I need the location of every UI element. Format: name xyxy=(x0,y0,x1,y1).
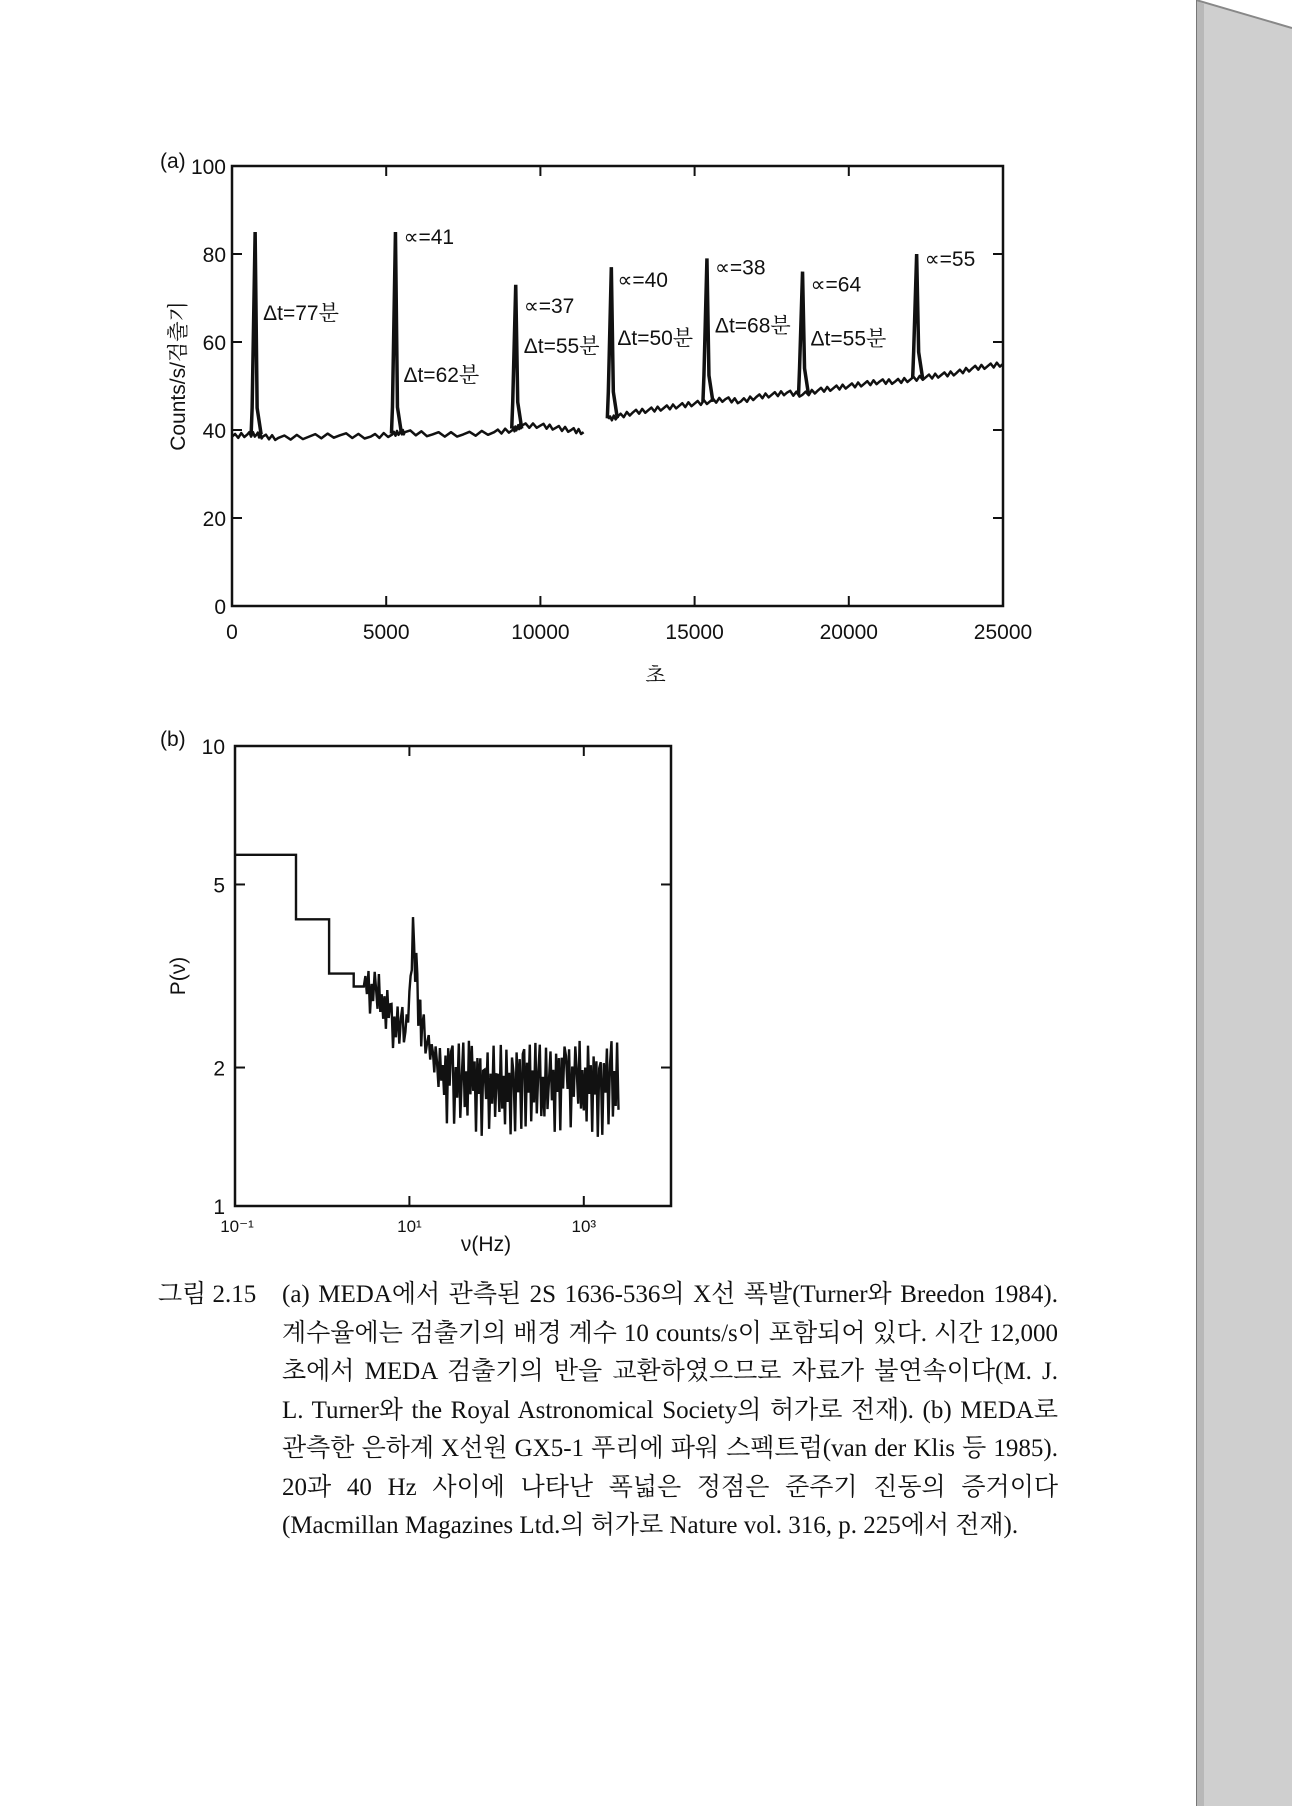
burst-dt-label: Δt=62분 xyxy=(403,364,480,387)
burst-peak xyxy=(913,254,923,379)
x-axis-label: ν(Hz) xyxy=(460,1233,512,1256)
caption-label: 그림 2.15 xyxy=(158,1281,257,1308)
y-axis-label: P(ν) xyxy=(167,956,190,996)
burst-dt-label: Δt=55분 xyxy=(523,334,600,358)
x-axis-label: 초 xyxy=(645,664,666,687)
y-tick-label: 10 xyxy=(201,736,225,759)
burst-alpha-label: ∝=41 xyxy=(403,226,455,249)
burst-alpha-label: ∝=40 xyxy=(617,269,668,293)
burst-dt-label: Δt=77분 xyxy=(263,302,339,325)
burst-dt-label: Δt=55분 xyxy=(810,327,887,351)
y-tick-label: 5 xyxy=(213,874,225,898)
x-tick-label: 10³ xyxy=(571,1217,597,1236)
y-tick-label: 1 xyxy=(213,1196,225,1219)
burst-alpha-label: ∝=37 xyxy=(523,294,575,318)
y-tick-label: 0 xyxy=(214,596,226,619)
x-tick-label: 0 xyxy=(226,621,238,644)
y-tick-label: 60 xyxy=(202,332,226,355)
burst-alpha-label: ∝=38 xyxy=(714,256,766,280)
y-tick-label: 80 xyxy=(202,244,226,267)
burst-alpha-label: ∝=64 xyxy=(810,273,862,297)
figure-caption xyxy=(158,1276,1058,1546)
panel-a-label: (a) xyxy=(160,150,186,173)
x-tick-label: 20000 xyxy=(819,621,879,644)
panel-b-label: (b) xyxy=(160,728,186,751)
y-tick-label: 40 xyxy=(202,420,226,443)
burst-peak xyxy=(799,272,809,395)
y-tick-label: 100 xyxy=(190,156,226,179)
x-tick-label: 10¹ xyxy=(397,1217,422,1236)
x-tick-label: 15000 xyxy=(665,621,724,644)
x-tick-label: 5000 xyxy=(362,621,410,644)
burst-dt-label: Δt=68분 xyxy=(714,314,791,338)
burst-dt-label: Δt=50분 xyxy=(617,327,694,351)
y-tick-label: 2 xyxy=(213,1057,225,1081)
burst-alpha-label: ∝=55 xyxy=(924,248,976,271)
x-tick-label: 25000 xyxy=(973,621,1033,644)
x-tick-label: 10⁻¹ xyxy=(220,1217,254,1236)
y-axis-label: Counts/s/검출기 xyxy=(167,301,190,451)
plot-frame xyxy=(235,746,671,1206)
series-line-power-spectrum xyxy=(235,855,619,1137)
book-edge xyxy=(1196,0,1292,1806)
chart-b xyxy=(0,0,720,1280)
x-tick-label: 10000 xyxy=(511,621,570,644)
caption-text: (a) MEDA에서 관측된 2S 1636-536의 X선 폭발(Turner와 Breedon 1984). 계수율에는 검출기의 배경 계수 10 counts/s이 포함되어 있다. 시간 12,000초에서 MEDA 검출기의 반을 교환하였으므로 자료가 불연속이다(M. J. L. Turner와 the Royal Astronomical Society의 허가로 전재). (b) MEDA로 관측한 은하계 X선원 GX5-1 푸리에 파워 스펙트럼(van der Klis 등 1985). 20과 40 Hz 사이에 나타난 폭넓은 정점은 준주기 진동의 증거이다(Macmillan Magazines Ltd.의 허가로 Nature vol. 316, p. 225에서 전재). xyxy=(282,1281,1058,1539)
y-tick-label: 20 xyxy=(202,508,226,531)
